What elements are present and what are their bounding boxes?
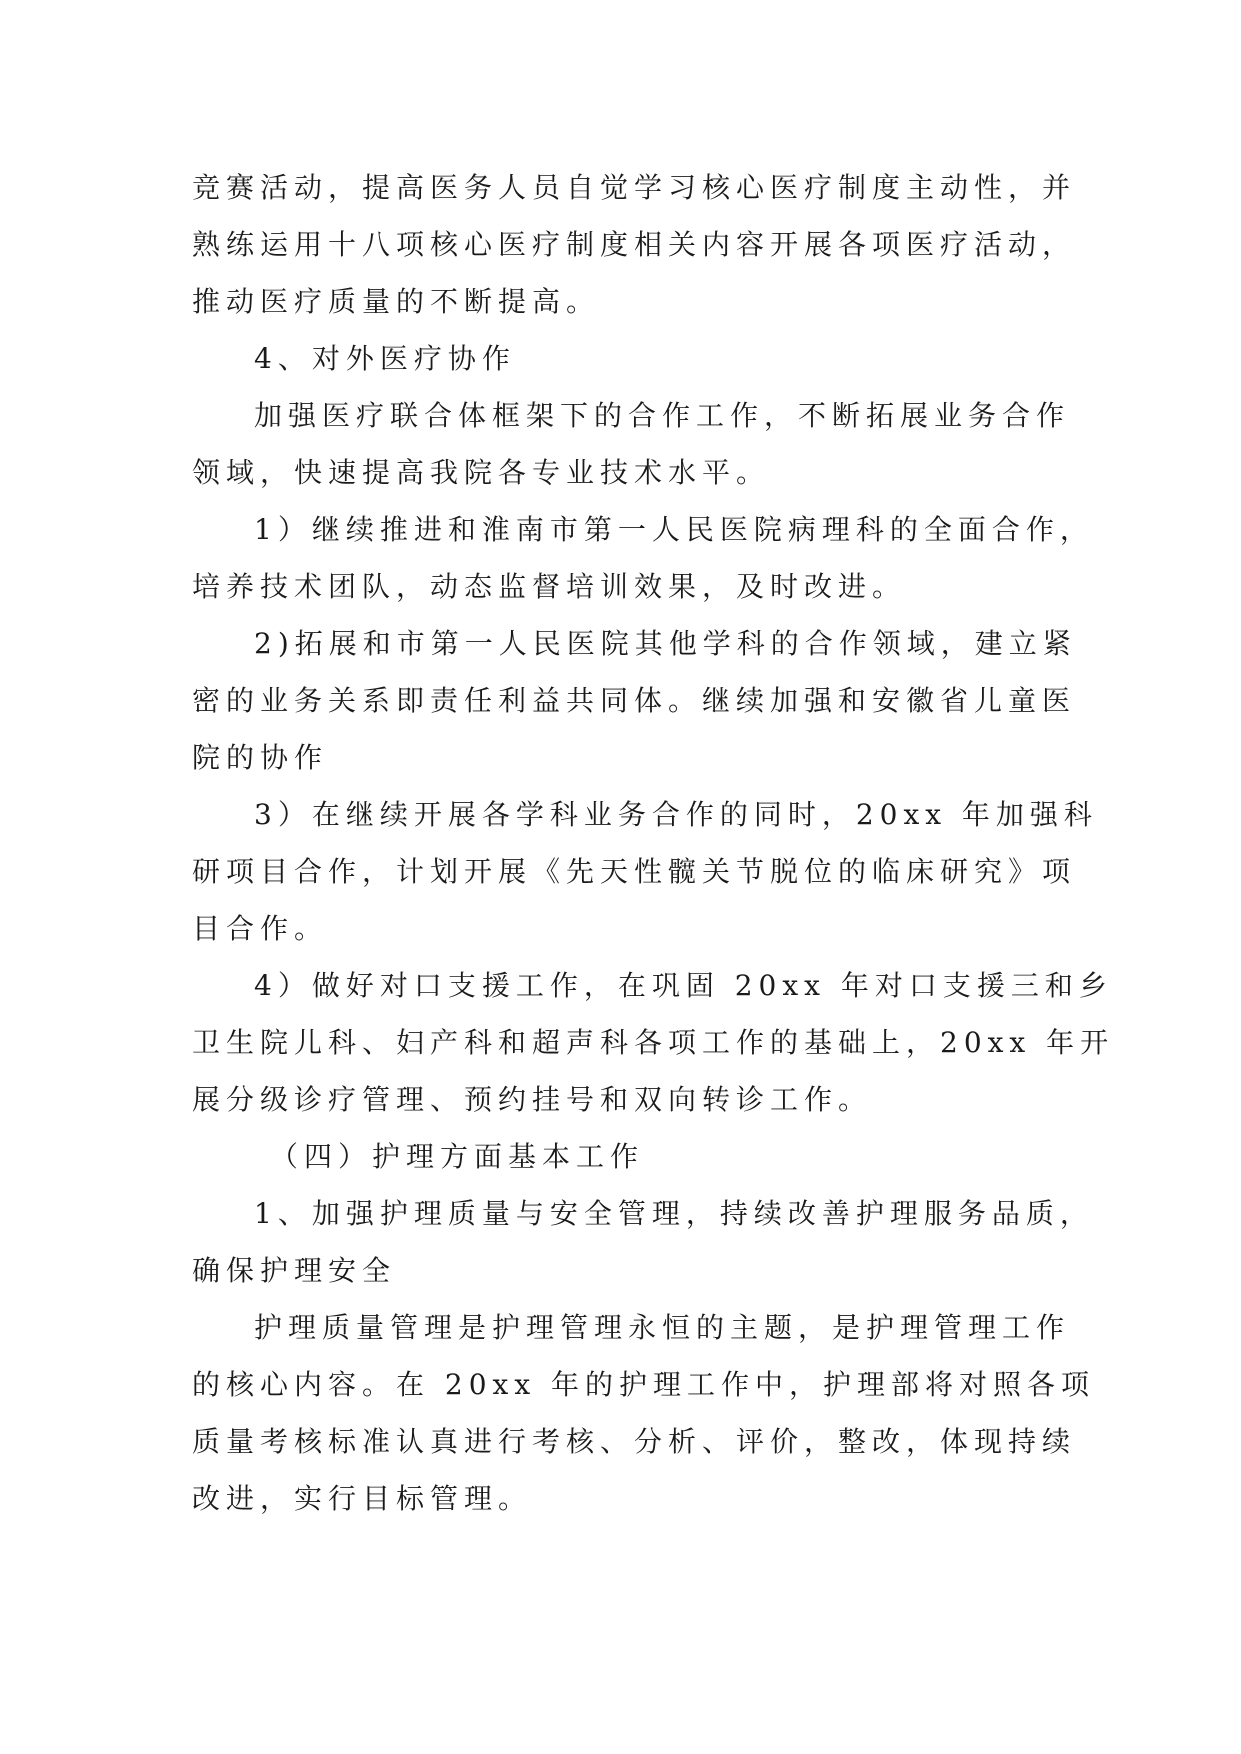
list-item: 4）做好对口支援工作，在巩固 20xx 年对口支援三和乡 — [254, 969, 1113, 1002]
list-item: 1）继续推进和淮南市第一人民医院病理科的全面合作， — [254, 513, 1094, 546]
document-page — [192, 159, 1115, 1527]
text-line: 院的协作 — [192, 741, 329, 774]
list-item: 3）在继续开展各学科业务合作的同时，20xx 年加强科 — [254, 798, 1098, 831]
text-line: 研项目合作，计划开展《先天性髋关节脱位的临床研究》项 — [192, 855, 1077, 888]
text-line: 展分级诊疗管理、预约挂号和双向转诊工作。 — [192, 1083, 873, 1116]
subsection-heading: 1、加强护理质量与安全管理，持续改善护理服务品质， — [254, 1197, 1094, 1230]
text-line: 密的业务关系即责任利益共同体。继续加强和安徽省儿童医 — [192, 684, 1077, 717]
text-line: 熟练运用十八项核心医疗制度相关内容开展各项医疗活动， — [192, 228, 1077, 261]
text-line: 确保护理安全 — [192, 1254, 397, 1287]
text-line: 的核心内容。在 20xx 年的护理工作中，护理部将对照各项 — [192, 1368, 1096, 1401]
text-line: 护理质量管理是护理管理永恒的主题，是护理管理工作 — [254, 1311, 1071, 1344]
list-item: 2)拓展和市第一人民医院其他学科的合作领域，建立紧 — [254, 627, 1077, 660]
text-line: 目合作。 — [192, 912, 329, 945]
text-line: 加强医疗联合体框架下的合作工作，不断拓展业务合作 — [254, 399, 1071, 432]
text-line: 改进，实行目标管理。 — [192, 1482, 533, 1515]
text-line: 培养技术团队，动态监督培训效果，及时改进。 — [192, 570, 907, 603]
text-line: 竞赛活动，提高医务人员自觉学习核心医疗制度主动性，并 — [192, 171, 1077, 204]
section-heading: （四）护理方面基本工作 — [270, 1140, 645, 1173]
text-line: 质量考核标准认真进行考核、分析、评价，整改，体现持续 — [192, 1425, 1077, 1458]
text-line: 推动医疗质量的不断提高。 — [192, 285, 601, 318]
text-line: 卫生院儿科、妇产科和超声科各项工作的基础上，20xx 年开 — [192, 1026, 1115, 1059]
section-heading: 4、对外医疗协作 — [254, 342, 516, 375]
text-line: 领域，快速提高我院各专业技术水平。 — [192, 456, 771, 489]
